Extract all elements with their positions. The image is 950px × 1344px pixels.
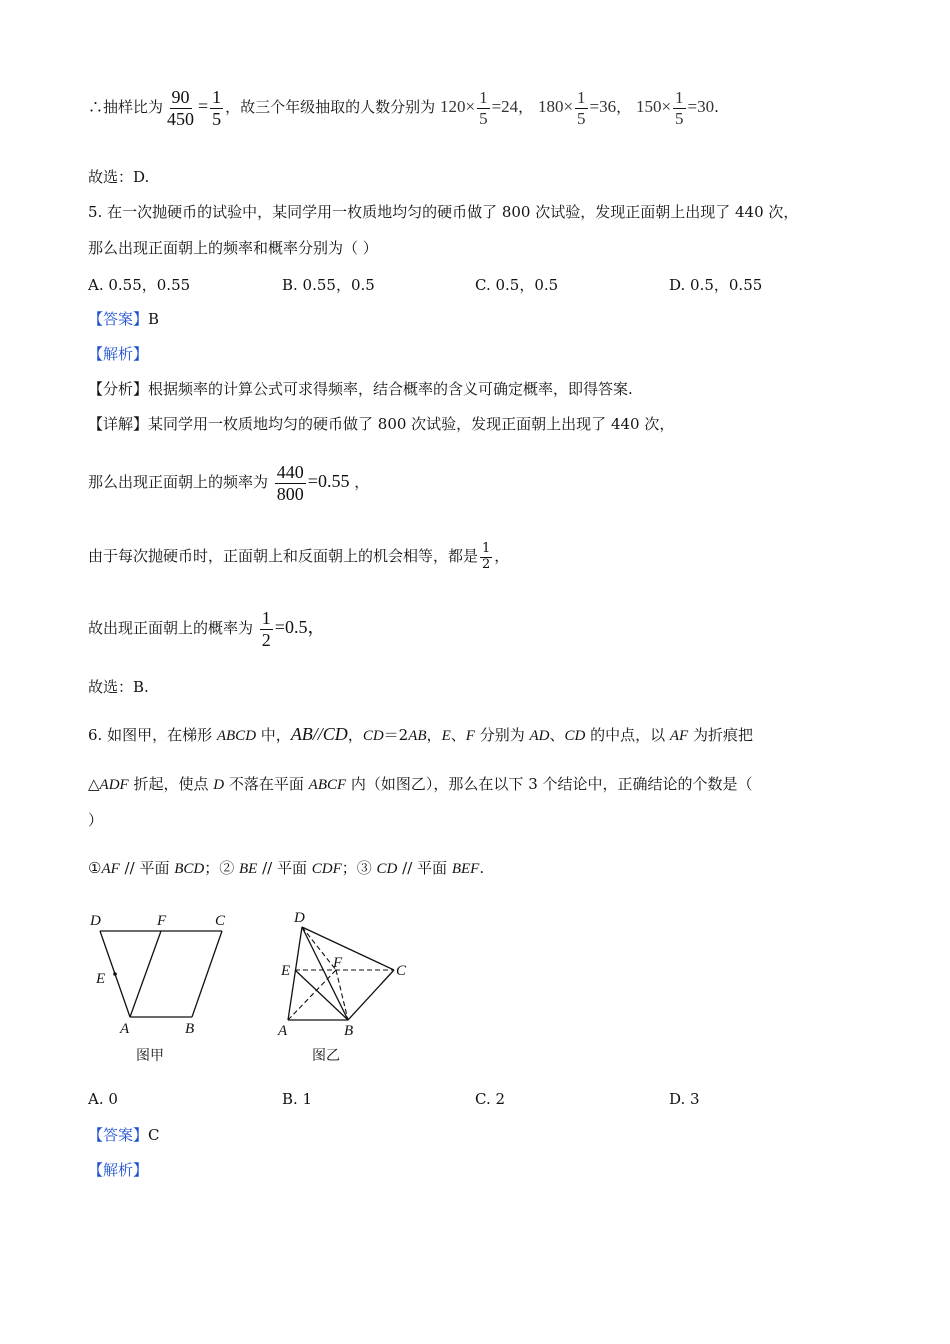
fig2-label-f: F: [333, 955, 343, 971]
q5-analysis: [88, 344, 148, 364]
q6-stem-line1: 6. 如图甲，在梯形 ABCD 中，AB//CD，CD＝2AB，E、F 分别为 AD、CD 的中点，以 AF 为折痕把: [88, 724, 753, 744]
q5-stem-line2: 那么出现正面朝上的频率和概率分别为（ ）: [88, 239, 378, 257]
q5-option-b: B. 0.55，0.5: [282, 276, 375, 294]
q6-conclusions: ①AF // 平面 BCD；② BE // 平面 CDF；③ CD // 平面 BEF.: [88, 859, 485, 877]
fig2-edge-af-dashed: [288, 970, 336, 1020]
answer-tag: 【答案】: [88, 310, 149, 328]
fig1-edge-af: [130, 931, 161, 1017]
q4-answer-line: 故选：D.: [88, 168, 150, 186]
q4-calc2-left: 180×: [537, 97, 574, 116]
fig1-point-e: [113, 972, 117, 976]
q4-calc3-left: 150×: [635, 97, 672, 116]
fig1-edge-bc: [192, 931, 222, 1017]
q5-option-d: D. 0.5，0.55: [669, 276, 763, 294]
q5-xiangjie: 【详解】某同学用一枚质地均匀的硬币做了 800 次试验，发现正面朝上出现了 440 次，: [88, 415, 675, 433]
fig1-label-d: D: [90, 913, 101, 929]
fig1-label-f: F: [157, 913, 167, 929]
fig1-label-b: B: [185, 1021, 195, 1037]
q6-answer: [88, 1125, 160, 1145]
q4-sampling-prefix: ∴抽样比为: [88, 98, 164, 116]
q6-option-d: D. 3: [669, 1090, 700, 1108]
fig2-edge-fb-dashed: [336, 970, 348, 1020]
fig2-label-a: A: [278, 1023, 288, 1039]
q5-chance-line: 由于每次抛硬币时，正面朝上和反面朝上的机会相等，都是 $\frac{1}{2}$ ，: [88, 540, 510, 572]
figure-folded: [274, 905, 424, 1070]
fig2-edge-df-dashed: [302, 927, 336, 970]
fig2-caption: 图乙: [312, 1048, 340, 1064]
q5-half-fraction: $\frac{1}{2}$: [482, 540, 491, 572]
fig1-caption: 图甲: [136, 1048, 164, 1064]
q5-fenxi: 【分析】根据频率的计算公式可求得频率，结合概率的含义可确定概率，即得答案.: [88, 380, 633, 398]
q5-frequency-fraction: $\frac{440}{800}$: [276, 461, 304, 504]
q5-answer-line: 故选：B.: [88, 678, 149, 696]
q5-answer: [88, 309, 159, 329]
fig2-label-b: B: [344, 1023, 354, 1039]
analysis-tag: 【解析】: [88, 1161, 149, 1179]
q6-option-b: B. 1: [282, 1090, 313, 1108]
fig2-label-d: D: [294, 910, 305, 926]
q6-stem-line2: △ADF 折起，使点 D 不落在平面 ABCF 内（如图乙），那么在以下 3 个结论中，正确结论的个数是（: [88, 775, 753, 793]
q6-stem-line3: ）: [88, 811, 104, 829]
fig1-label-a: A: [120, 1021, 130, 1037]
q5-probability-line: 故出现正面朝上的概率为 $\frac{1}{2}$ =0.5，: [88, 607, 326, 650]
fig1-label-e: E: [96, 971, 106, 987]
analysis-tag: 【解析】: [88, 345, 149, 363]
fig2-edge-bc: [348, 970, 394, 1020]
q4-ratio-fraction: $\frac{90}{450}$: [167, 86, 195, 129]
fig2-label-e: E: [281, 963, 291, 979]
fig2-edge-eb: [295, 970, 348, 1020]
answer-tag: 【答案】: [88, 1126, 149, 1144]
q5-probability-fraction: $\frac{1}{2}$: [261, 607, 271, 650]
q6-option-c: C. 2: [475, 1090, 506, 1108]
q4-sampling-line: ∴抽样比为 $\frac{90}{450}$ = $\frac{1}{5}$ ，故三个年级抽取的人数分别为 120× $\frac{1}{5}$ =24， 180× $\frac{1}{5}$ =36， 150× $\frac{1}{5}$ =30.: [88, 86, 719, 129]
q6-option-a: A. 0: [88, 1090, 118, 1108]
figure-trapezoid: [86, 905, 246, 1070]
fig2-label-c: C: [396, 963, 407, 979]
q4-one-fifth: $\frac{1}{5}$: [212, 86, 222, 129]
q5-frequency-line: 那么出现正面朝上的频率为 $\frac{440}{800}$ =0.55 ，: [88, 461, 370, 504]
q6-analysis: [88, 1160, 148, 1180]
q4-calc1-left: 120×: [439, 97, 476, 116]
fig2-edge-db: [302, 927, 348, 1020]
fig2-edge-dc: [302, 927, 394, 970]
q5-option-c: C. 0.5，0.5: [475, 276, 559, 294]
q5-option-a: A. 0.55，0.55: [88, 276, 191, 294]
q5-stem-line1: 5. 在一次抛硬币的试验中，某同学用一枚质地均匀的硬币做了 800 次试验，发现正面朝上出现了 440 次，: [88, 203, 799, 221]
answer-value: B: [148, 310, 160, 328]
fig1-label-c: C: [215, 913, 226, 929]
answer-value: C: [148, 1126, 160, 1144]
